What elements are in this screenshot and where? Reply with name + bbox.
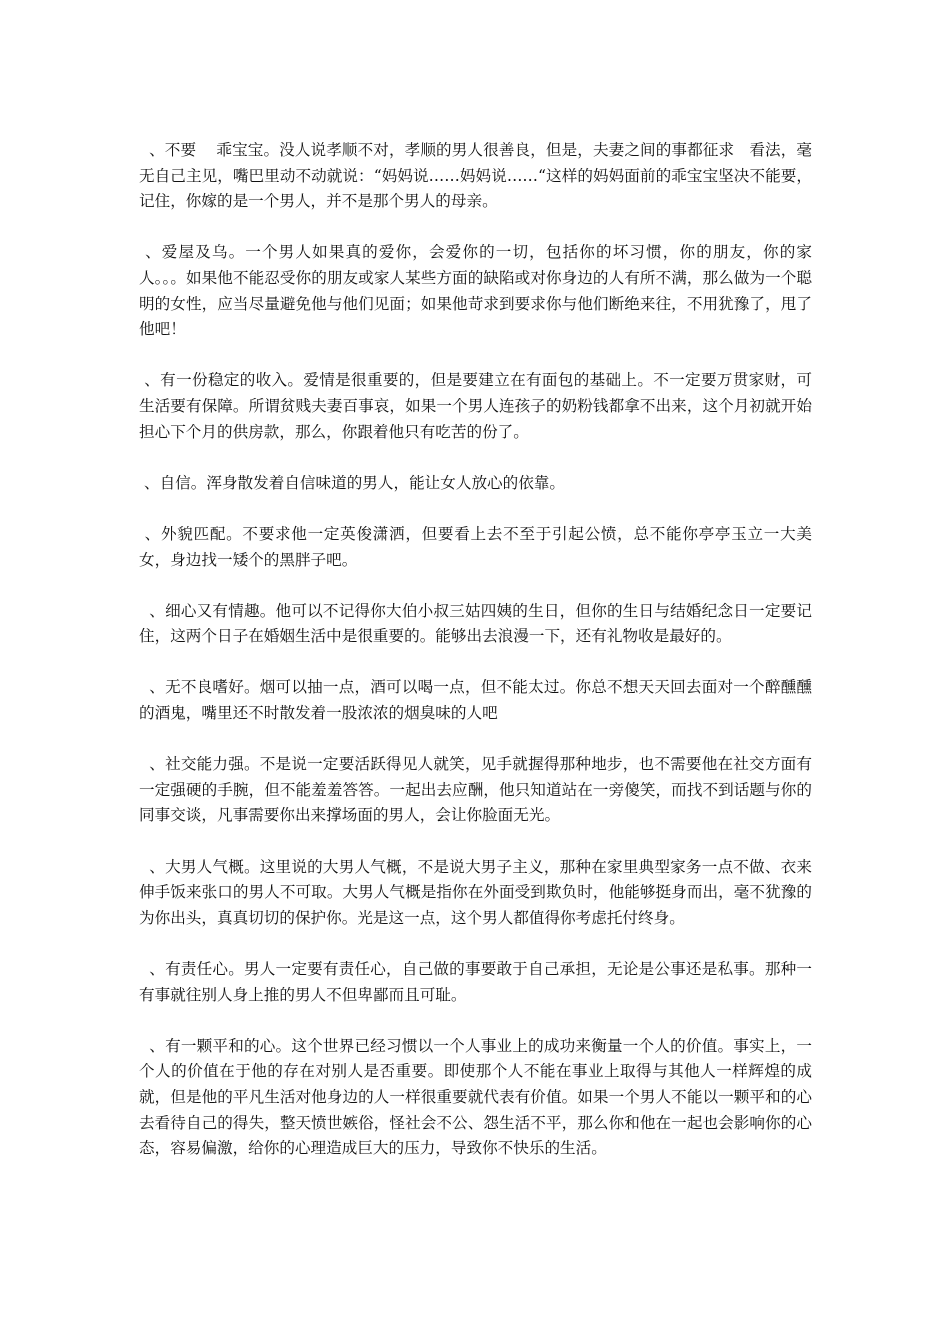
paragraph-6: 、细心又有情趣。他可以不记得你大伯小叔三姑四姨的生日，但你的生日与结婚纪念日一定要记住，这两个日子在婚姻生活中是很重要的。能够出去浪漫一下，还有礼物收是最好的。 [139, 601, 812, 646]
paragraph-10: 、有责任心。男人一定要有责任心，自己做的事要敢于自己承担，无论是公事还是私事。那种一有事就往别人身上推的男人不但卑鄙而且可耻。 [139, 960, 812, 1004]
paragraph-5: 、外貌匹配。不要求他一定英俊潇洒，但要看上去不至于引起公愤，总不能你亭亭玉立一大美女，身边找一矮个的黑胖子吧。 [139, 524, 812, 569]
paragraph-2: 、爱屋及乌。一个男人如果真的爱你，会爱你的一切，包括你的坏习惯，你的朋友，你的家人。。。如果他不能忍受你的朋友或家人某些方面的缺陷或对你身边的人有所不满，那么做为一个聪明的女性，应当尽量避免他与他们见面；如果他苛求到要求你与他们断绝来往，不用犹豫了，甩了他吧！ [139, 243, 812, 339]
paragraph-3: 、有一份稳定的收入。爱情是很重要的，但是要建立在有面包的基础上。不一定要万贯家财，可生活要有保障。所谓贫贱夫妻百事哀，如果一个男人连孩子的奶粉钱都拿不出来，这个月初就开始担心下个月的供房款，那么，你跟着他只有吃苦的份了。 [139, 371, 812, 441]
paragraph-9: 、大男人气概。这里说的大男人气概，不是说大男子主义，那种在家里典型家务一点不做、衣来伸手饭来张口的男人不可取。大男人气概是指你在外面受到欺负时，他能够挺身而出，毫不犹豫的为你出头，真真切切的保护你。光是这一点，这个男人都值得你考虑托付终身。 [139, 857, 812, 927]
paragraph-8: 、社交能力强。不是说一定要活跃得见人就笑，见手就握得那种地步，也不需要他在社交方面有一定强硬的手腕，但不能羞羞答答。一起出去应酬，他只知道站在一旁傻笑，而找不到话题与你的同事交谈，凡事需要你出来撑场面的男人，会让你脸面无光。 [139, 755, 812, 825]
paragraph-1: 、不要 乖宝宝。没人说孝顺不对，孝顺的男人很善良，但是，夫妻之间的事都征求 看法，毫无自己主见，嘴巴里动不动就说：“妈妈说……妈妈说……“这样的妈妈面前的乖宝宝坚决不能要，记住，你嫁的是一个男人，并不是那个男人的母亲。 [139, 141, 812, 211]
paragraph-7: 、无不良嗜好。烟可以抽一点，酒可以喝一点，但不能太过。你总不想天天回去面对一个醉醺醺的酒鬼，嘴里还不时散发着一股浓浓的烟臭味的人吧 [139, 678, 812, 723]
document-body [139, 138, 812, 1187]
paragraph-11: 、有一颗平和的心。这个世界已经习惯以一个人事业上的成功来衡量一个人的价值。事实上，一个人的价值在于他的存在对别人是否重要。即使那个人不能在事业上取得与其他人一样辉煌的成就，但是他的平凡生活对他身边的人一样很重要就代表有价值。如果一个男人不能以一颗平和的心去看待自己的得失，整天愤世嫉俗，怪社会不公、怨生活不平，那么你和他在一起也会影响你的心态，容易偏激，给你的心理造成巨大的压力，导致你不快乐的生活。 [139, 1036, 812, 1158]
paragraph-4: 、自信。浑身散发着自信味道的男人，能让女人放心的依靠。 [139, 473, 566, 492]
